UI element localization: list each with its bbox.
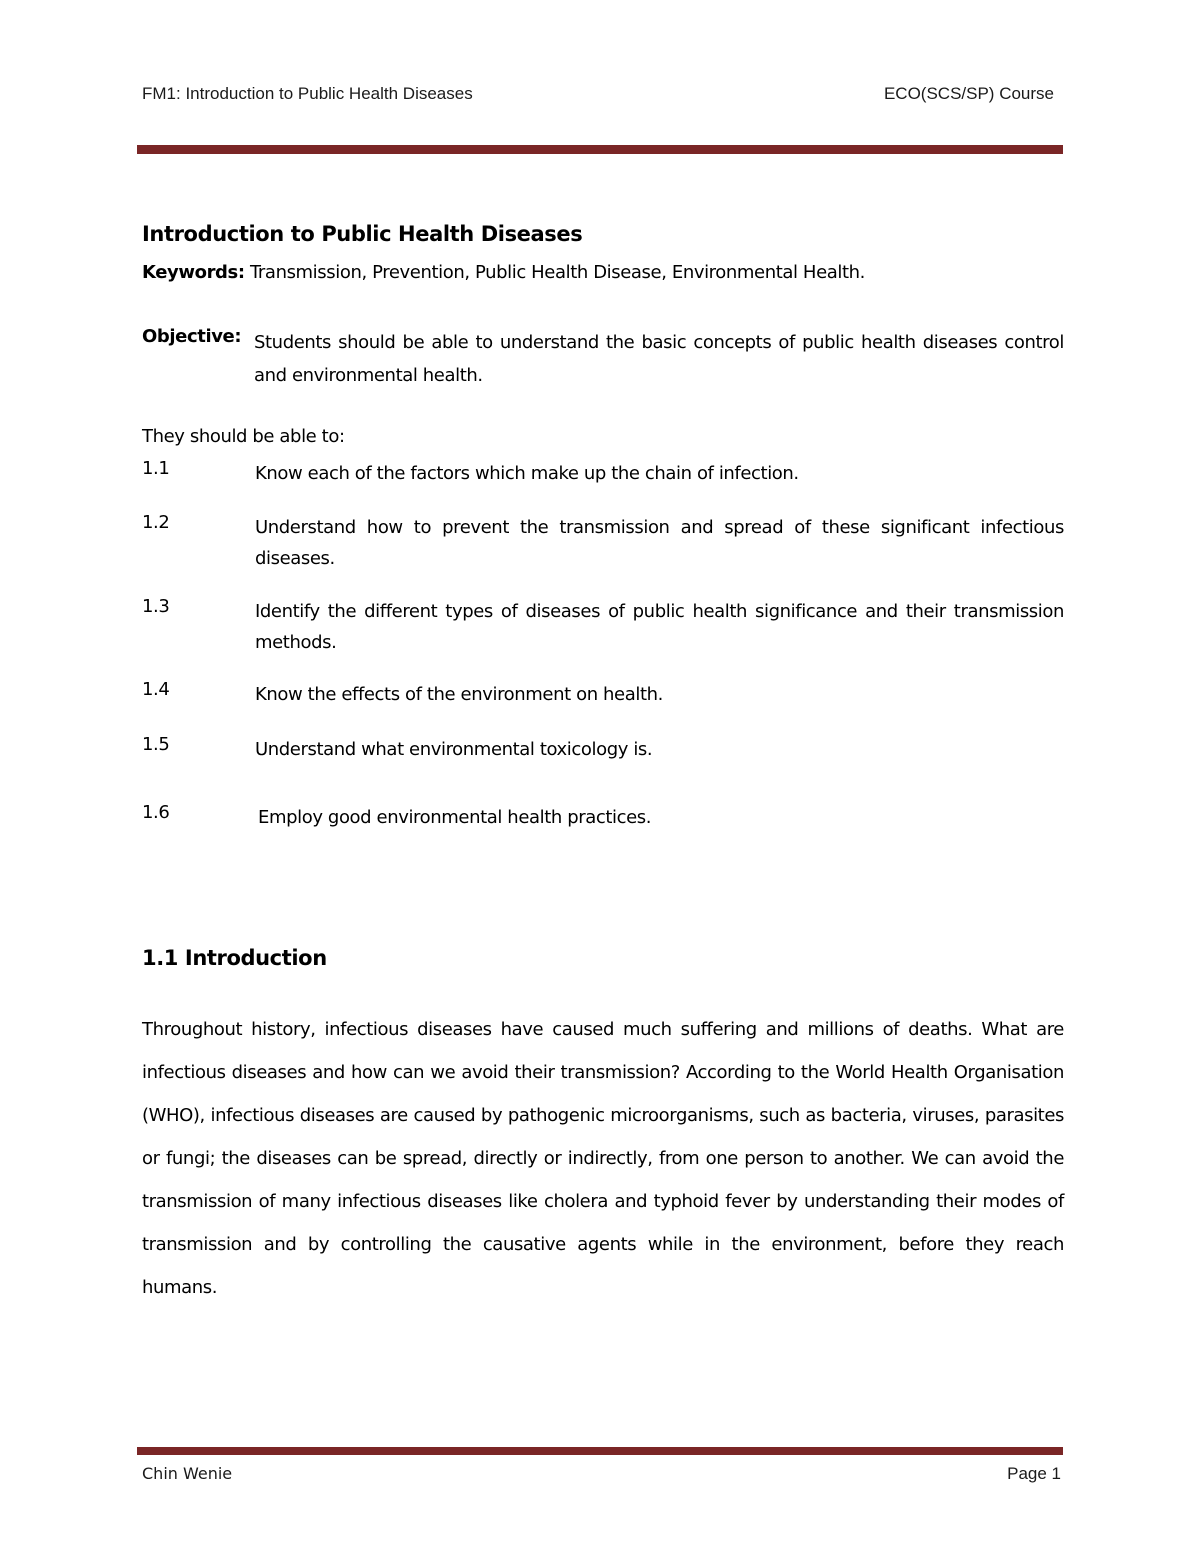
objective-item-text: Understand what environmental toxicology is. [255, 739, 653, 760]
header-course-name: ECO(SCS/SP) Course [883, 84, 1054, 103]
section-heading: 1.1 Introduction [142, 946, 327, 970]
objective-number: 1.3 [142, 596, 170, 617]
document-title: Introduction to Public Health Diseases [142, 222, 583, 246]
footer-page-number: Page 1 [1007, 1464, 1061, 1483]
keywords-label: Keywords: [142, 262, 245, 283]
footer-divider [137, 1447, 1063, 1455]
objective-item-text: Know the effects of the environment on health. [255, 684, 663, 705]
objective-item-text: Identify the different types of diseases of public health significance and their transmission methods. [255, 601, 1064, 653]
objective-number: 1.2 [142, 512, 170, 533]
able-to-intro: They should be able to: [142, 426, 345, 447]
keywords-text: Transmission, Prevention, Public Health Disease, Environmental Health. [249, 262, 865, 283]
objective-text: Students should be able to understand the basic concepts of public health diseases control and environmental health. [254, 332, 1064, 386]
objective-number: 1.4 [142, 679, 170, 700]
objective-label: Objective: [142, 326, 242, 347]
objective-number: 1.5 [142, 734, 170, 755]
objective-number: 1.1 [142, 458, 170, 479]
objective-item-text: Know each of the factors which make up the chain of infection. [255, 463, 799, 484]
objective-item-text: Understand how to prevent the transmission and spread of these significant infectious diseases. [255, 517, 1064, 569]
keywords-line [142, 262, 865, 283]
footer-author: Chin Wenie [142, 1464, 233, 1483]
objective-item-text: Employ good environmental health practices. [258, 807, 652, 828]
header-divider [137, 145, 1063, 154]
objective-number: 1.6 [142, 802, 170, 823]
intro-paragraph: Throughout history, infectious diseases have caused much suffering and millions of deaths. What are infectious diseases and how can we avoid their transmission? According to the World Health Organisation (WHO), infectious diseases are caused by pathogenic microorganisms, such as bacteria, viruses, parasites or fungi; the diseases can be spread, directly or indirectly, from one person to another. We can avoid the transmission of many infectious diseases like cholera and typhoid fever by understanding their modes of transmission and by controlling the causative agents while in the environment, before they reach humans. [142, 1019, 1064, 1298]
header-course-title: FM1: Introduction to Public Health Diseases [142, 84, 473, 103]
